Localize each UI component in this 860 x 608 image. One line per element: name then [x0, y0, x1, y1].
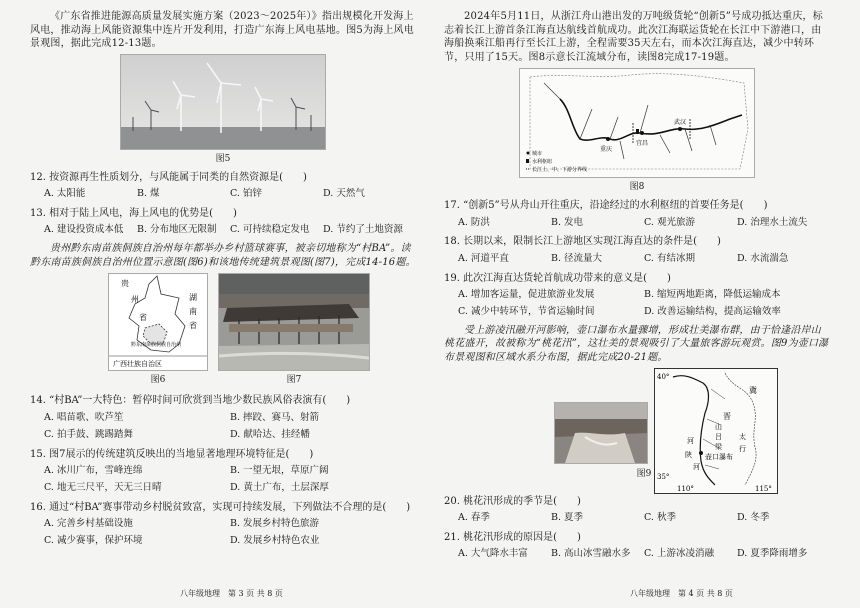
option-18-d[interactable]: D. 水流湍急	[737, 252, 789, 264]
fig9-label-lv: 吕	[715, 433, 722, 442]
option-13-b[interactable]: B. 分布地区无限制	[137, 224, 217, 236]
page-footer-left: 八年级地理 第 3 页 共 8 页	[180, 589, 283, 599]
fig6-label-gui: 贵	[121, 279, 129, 289]
option-17-b[interactable]: B. 发电	[551, 216, 584, 228]
fig6-label-region: 黔东南苗族侗族自治州	[131, 342, 182, 349]
option-12-d[interactable]: D. 天然气	[323, 188, 365, 200]
option-15-d[interactable]: D. 黄土广布，土层深厚	[230, 481, 329, 493]
option-19-c[interactable]: C. 减少中转环节，节省运输时间	[458, 306, 595, 318]
question-17-options	[444, 217, 830, 230]
fig8-legend-dam: 水利枢纽	[532, 159, 553, 165]
option-13-c[interactable]: C. 可持续稳定发电	[230, 224, 310, 236]
fig9-label-hang: 行	[739, 445, 746, 454]
option-12-b[interactable]: B. 煤	[137, 188, 160, 200]
option-12-c[interactable]: C. 铂锌	[230, 188, 262, 200]
fig6-label-zhou: 州	[131, 295, 139, 305]
question-20: 20. 桃花汛形成的季节是( )	[444, 495, 581, 507]
option-17-d[interactable]: D. 治理水土流失	[737, 216, 808, 228]
fig8-label-wuhan: 武汉	[674, 119, 687, 126]
fig9-label-lon115: 115°	[755, 485, 772, 494]
fig9-label-shan2: 陕	[685, 451, 692, 460]
fig8-legend-city: 城市	[532, 151, 543, 157]
intro-17-19: 2024年5月11日，从浙江舟山港出发的万吨级货轮“创新5”号成功抵达重庆，标志着长江上游首条江海直达航线首航成功。此次江海联运货轮在长江中下游港口，由海船换乘江船再行至长江上游，全程需要35天左右，而本次江海直达，减少中转环节，只用了15天。图8示意长江流域分布，读图8完成17-19题。	[444, 11, 823, 63]
right-page	[430, 0, 860, 608]
fig6-label-hu: 湖	[189, 293, 197, 303]
fig9-label-he: 河	[687, 437, 694, 446]
question-21: 21. 桃花汛形成的原因是( )	[444, 531, 581, 543]
option-13-d[interactable]: D. 节约了土地资源	[323, 224, 403, 236]
option-19-d[interactable]: D. 改善运输结构，提高运输效率	[644, 306, 781, 318]
fig9-label-lat40: 40°	[657, 373, 670, 382]
figures-6-7	[30, 273, 416, 392]
question-18-options	[444, 253, 830, 266]
question-15-options-row1	[30, 465, 416, 478]
option-15-b[interactable]: B. 一望无垠，草原广阔	[230, 465, 329, 477]
option-16-d[interactable]: D. 发展乡村特色农业	[230, 534, 320, 546]
fig9-label-lat35: 35°	[657, 473, 670, 482]
option-21-b[interactable]: B. 高山冰雪融水多	[551, 548, 631, 560]
question-15: 15. 图7展示的传统建筑反映出的当地显著地理环境特征是( )	[30, 448, 314, 460]
option-14-b[interactable]: B. 摔跤、赛马、射箭	[230, 411, 320, 423]
question-16-options-row2	[30, 535, 416, 548]
option-21-c[interactable]: C. 上游冰凌消融	[644, 548, 714, 560]
question-19-options-row1	[444, 289, 830, 302]
fig9-label-tai: 太	[739, 433, 746, 442]
question-18: 18. 长期以来，限制长江上游地区实现江海直达的条件是( )	[444, 236, 721, 248]
option-14-a[interactable]: A. 唱苗歌、吹芦笙	[44, 411, 124, 423]
option-16-c[interactable]: C. 减少赛事，保护环境	[44, 534, 143, 546]
fig8-legend-boundary: 长江上、中、下游分界线	[532, 167, 588, 173]
intro-20-21: 受上游凌汛融开河影响，壶口瀑布水量骤增，形成壮美瀑布群，由于恰逢沿岸山桃花盛开，故被称为“桃花汛”，这壮美的景观吸引了大量旅客游玩观赏。图9为壶口瀑布景观图和区域水系分布图，据此完成20-21题。	[444, 324, 829, 363]
fig9-label-jin: 晋	[723, 412, 731, 422]
question-16-options-row1	[30, 518, 416, 531]
option-19-b[interactable]: B. 缩短两地距离，降低运输成本	[644, 289, 781, 301]
option-20-c[interactable]: C. 秋季	[644, 512, 676, 524]
page-footer-right: 八年级地理 第 4 页 共 8 页	[630, 589, 733, 599]
figure-9-hukou-waterfall-photo	[554, 402, 648, 464]
option-18-c[interactable]: C. 有结冰期	[644, 252, 695, 264]
option-18-b[interactable]: B. 径流量大	[551, 252, 603, 264]
question-14: 14. “村BA”一大特色：暂停时间可欣赏到当地少数民族风俗表演有( )	[30, 395, 351, 407]
option-18-a[interactable]: A. 河道平直	[458, 252, 509, 264]
figure-9-river-map	[654, 368, 778, 494]
option-19-a[interactable]: A. 增加客运量，促进旅游业发展	[458, 289, 595, 301]
fig8-label-yichang: 宜昌	[636, 140, 649, 147]
fig8-label-chongqing: 重庆	[600, 146, 613, 153]
option-20-a[interactable]: A. 春季	[458, 512, 490, 524]
fig6-label-sheng: 省	[139, 313, 147, 323]
option-16-b[interactable]: B. 发展乡村特色旅游	[230, 518, 320, 530]
figure-9-caption: 图9	[636, 469, 652, 480]
question-14-options-row1	[30, 412, 416, 425]
question-19: 19. 此次江海直达货轮首航成功带来的意义是( )	[444, 272, 671, 284]
fig9-label-ji: 冀	[749, 386, 757, 396]
option-14-d[interactable]: D. 献哈达、挂经幡	[230, 428, 310, 440]
question-16: 16. 通过“村BA”赛事带动乡村脱贫致富，实现可持续发展，下列做法不合理的是( )	[30, 501, 411, 513]
option-13-a[interactable]: A. 建设投资成本低	[44, 224, 124, 236]
intro-14-16: 贵州黔东南苗族侗族自治州每年都举办乡村篮球赛事，被亲切地称为“村BA”。读黔东南苗族侗族自治州位置示意图(图6)和该地传统建筑景观图(图7)，完成14-16题。	[30, 243, 416, 268]
fig9-label-shan: 山	[715, 423, 722, 432]
option-15-c[interactable]: C. 地无三尺平，天无三日晴	[44, 481, 162, 493]
figure-8-yangtze-map	[519, 68, 755, 178]
fig6-label-nan: 南	[189, 307, 197, 317]
option-21-a[interactable]: A. 大气降水丰富	[458, 548, 528, 560]
fig9-label-hukou: 壶口瀑布	[705, 453, 733, 462]
question-12: 12. 按资源再生性质划分，与风能属于同类的自然资源是( )	[30, 171, 307, 183]
question-21-options	[444, 548, 830, 561]
fig9-label-lon110: 110°	[677, 485, 694, 494]
figure-6-location-map	[108, 273, 208, 371]
option-20-b[interactable]: B. 夏季	[551, 512, 584, 524]
figure-7-traditional-building	[218, 273, 370, 371]
fig9-label-liang: 梁	[715, 443, 722, 452]
question-20-options	[444, 512, 830, 525]
intro-12-13: 《广东省推进能源高质量发展实施方案（2023～2025年）》指出规模化开发海上风电，推动海上风能资源集中连片开发利用，打造广东海上风电基地。图5为海上风电景观图，据此完成12-13题。	[30, 11, 414, 49]
question-17: 17. “创新5”号从舟山开往重庆，沿途经过的水利枢纽的首要任务是( )	[444, 200, 768, 212]
option-21-d[interactable]: D. 夏季降雨增多	[737, 548, 808, 560]
fig6-label-sheng2: 省	[189, 321, 197, 331]
question-14-options-row2	[30, 429, 416, 442]
figure-5-caption: 图5	[215, 153, 231, 164]
figure-8-caption: 图8	[629, 182, 645, 192]
question-13-options	[30, 224, 416, 237]
question-12-options	[30, 188, 416, 201]
figure-7-caption: 图7	[286, 375, 302, 386]
question-19-options-row2	[444, 306, 830, 319]
question-13: 13. 相对于陆上风电，海上风电的优势是( )	[30, 207, 237, 219]
option-14-c[interactable]: C. 拍手鼓、跳踢踏舞	[44, 428, 133, 440]
option-15-a[interactable]: A. 冰川广布，雪峰连绵	[44, 465, 143, 477]
fig6-label-guangxi: 广西壮族自治区	[113, 360, 162, 369]
figure-6-caption: 图6	[150, 375, 166, 386]
option-12-a[interactable]: A. 太阳能	[44, 188, 86, 200]
option-20-d[interactable]: D. 冬季	[737, 512, 770, 524]
option-17-a[interactable]: A. 防洪	[458, 216, 490, 228]
option-16-a[interactable]: A. 完善乡村基础设施	[44, 518, 133, 530]
fig9-label-he2: 河	[693, 463, 700, 472]
question-15-options-row2	[30, 482, 416, 495]
option-17-c[interactable]: C. 观光旅游	[644, 216, 695, 228]
figure-5-offshore-wind	[120, 54, 326, 150]
